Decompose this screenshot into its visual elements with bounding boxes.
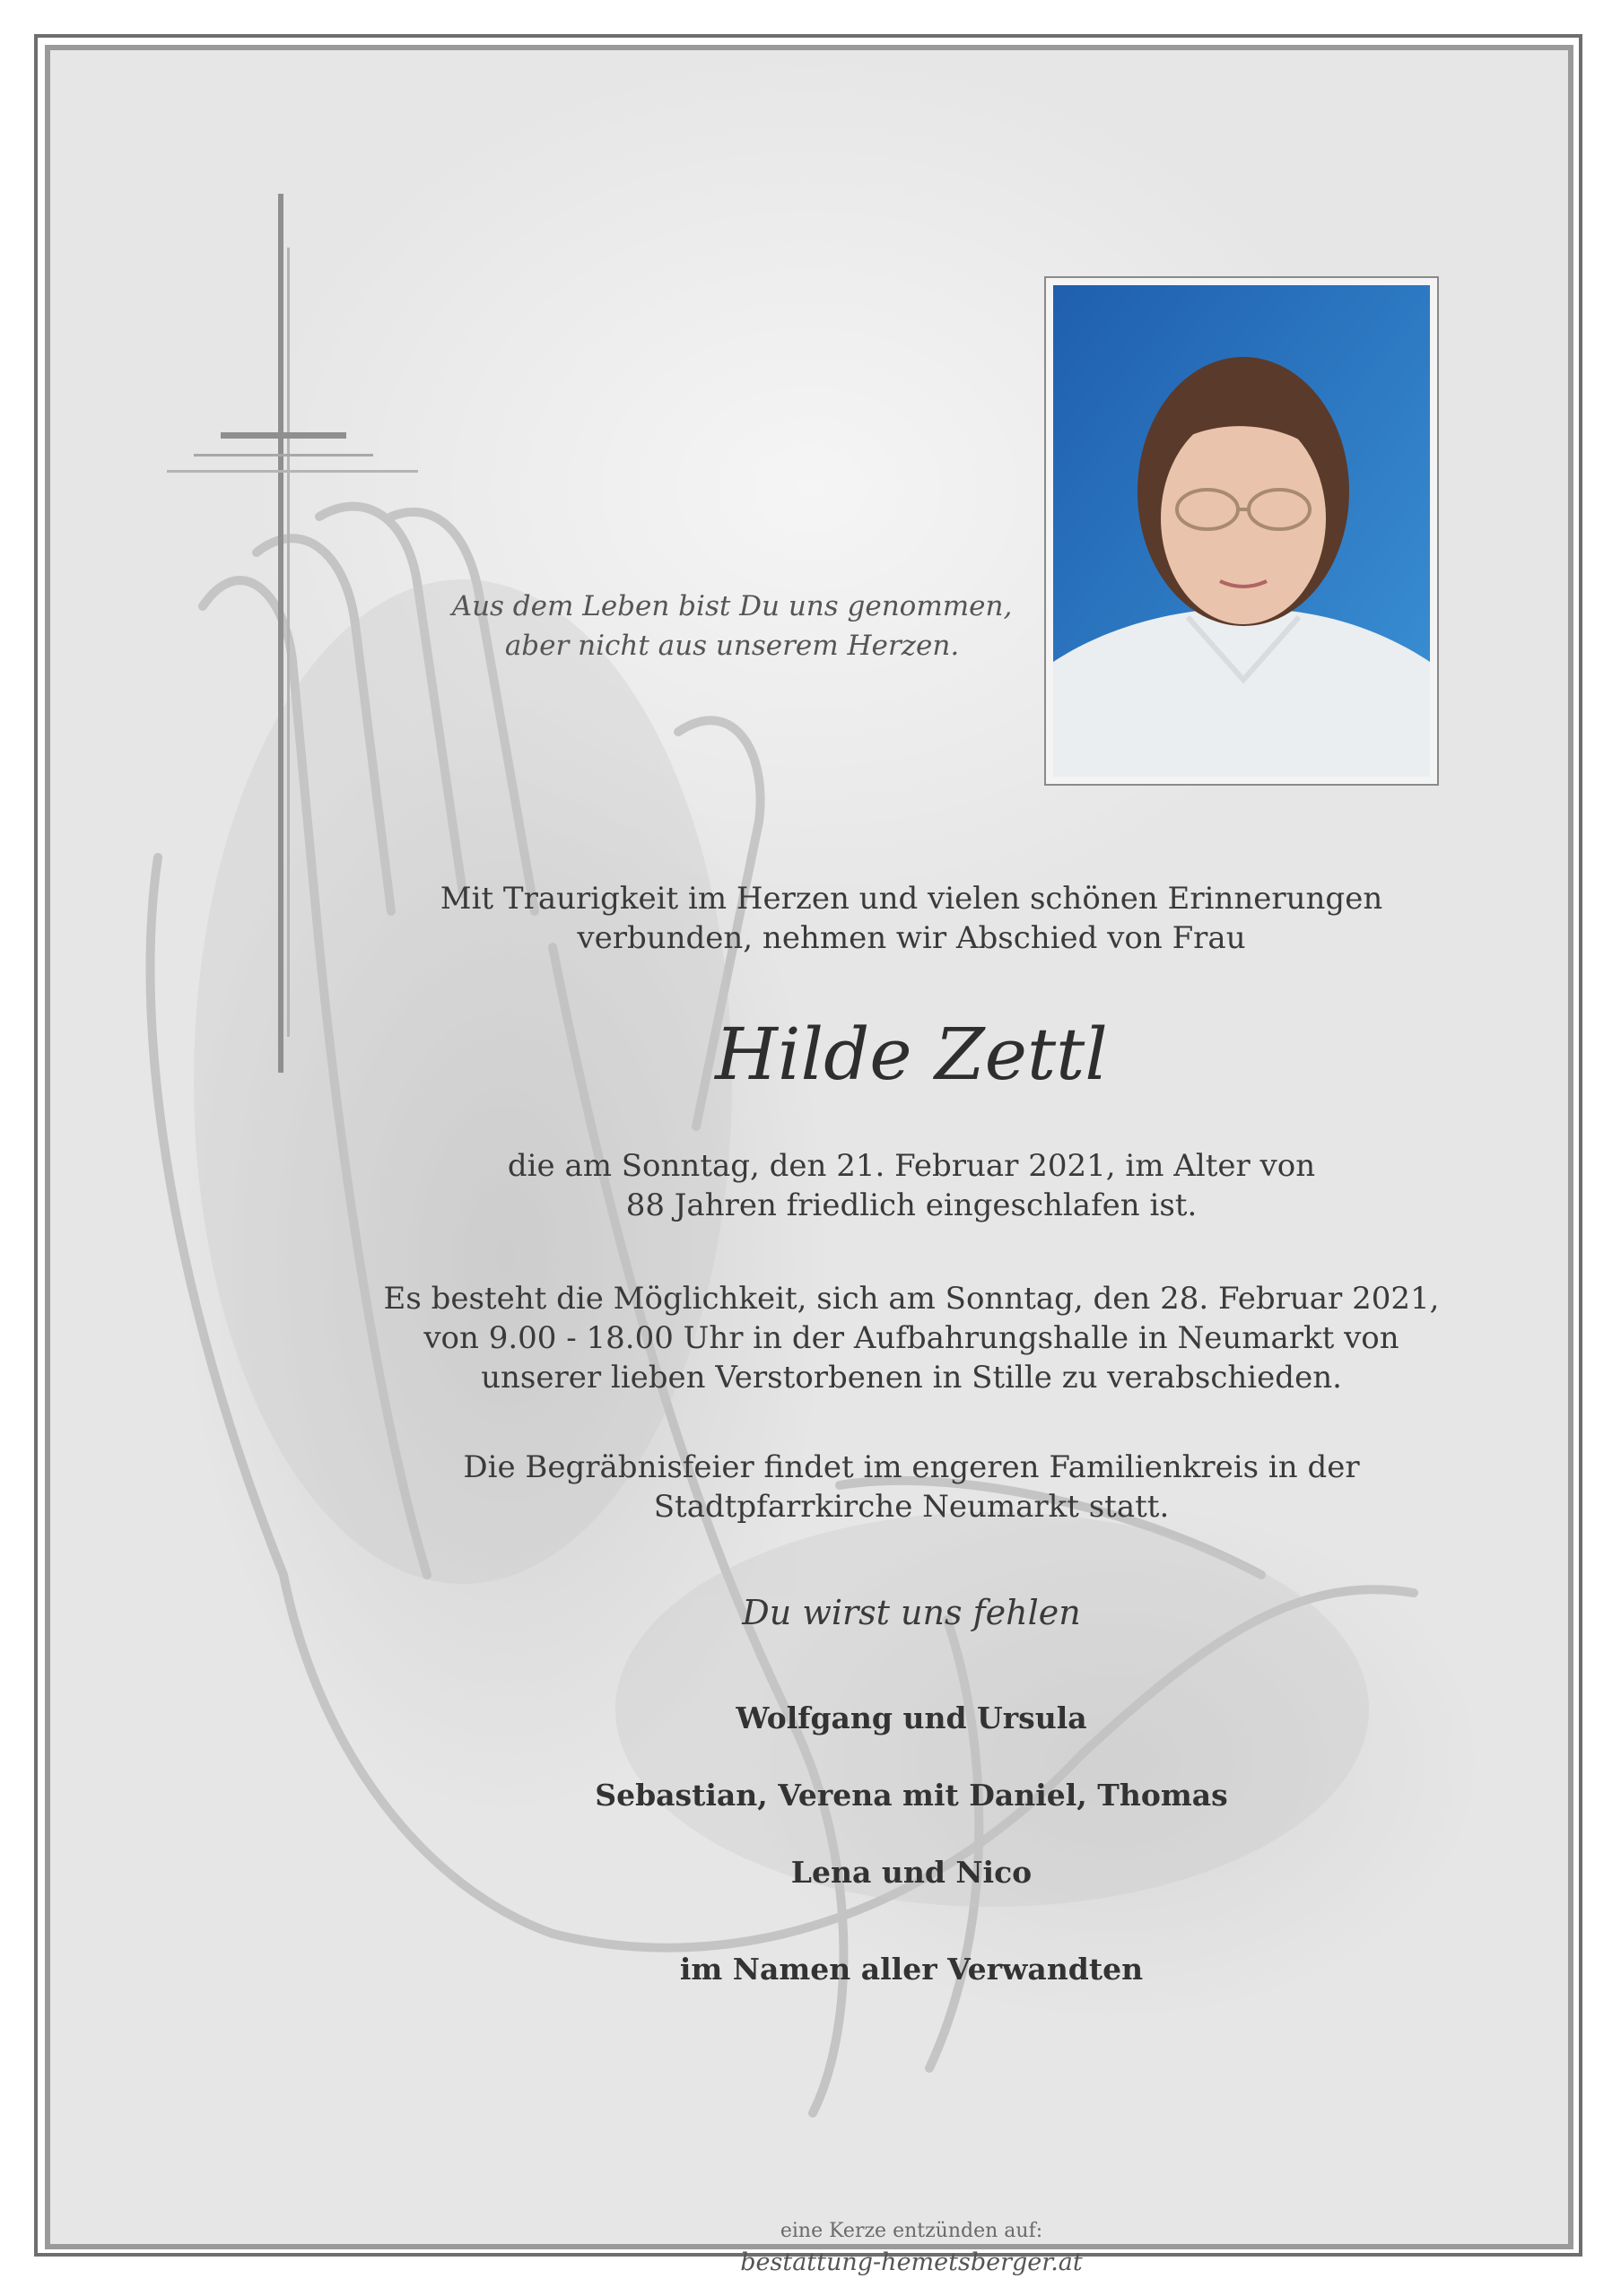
mourner-name: Sebastian, Verena mit Daniel, Thomas: [595, 1778, 1228, 1813]
intro-text: Mit Traurigkeit im Herzen und vielen schönen Erinnerungen verbunden, nehmen wir Abschied von Frau: [440, 881, 1383, 956]
death-notice: die am Sonntag, den 21. Februar 2021, im Alter von 88 Jahren friedlich eingeschlafen ist.: [507, 1148, 1316, 1223]
footer-url[interactable]: bestattung-hemetsberger.at: [740, 2248, 1083, 2276]
mourner-name: Wolfgang und Ursula: [736, 1700, 1087, 1735]
motto: Aus dem Leben bist Du uns genommen, aber nicht aus unserem Herzen.: [451, 590, 1013, 662]
obituary-card: [45, 45, 1573, 2276]
mourner-name: Lena und Nico: [790, 1855, 1033, 1890]
portrait-frame: [1044, 276, 1439, 786]
cross-icon: [158, 194, 427, 1109]
deceased-name: Hilde Zettl: [715, 1013, 1108, 1096]
portrait-photo: [1053, 285, 1430, 777]
closing-line: Du wirst uns fehlen: [742, 1593, 1081, 1632]
funeral-notice: Die Begräbnisfeier findet im engeren Familienkreis in der Stadtpfarrkirche Neumarkt statt.: [463, 1449, 1360, 1525]
viewing-notice: Es besteht die Möglichkeit, sich am Sonntag, den 28. Februar 2021, von 9.00 - 18.00 Uhr in der Aufbahrungshalle in Neumarkt von unserer lieben Verstorbenen in Stille zu verabschieden.: [383, 1281, 1440, 1396]
footer-label: eine Kerze entzünden auf:: [780, 2220, 1043, 2242]
mourner-name: im Namen aller Verwandten: [679, 1952, 1144, 1987]
